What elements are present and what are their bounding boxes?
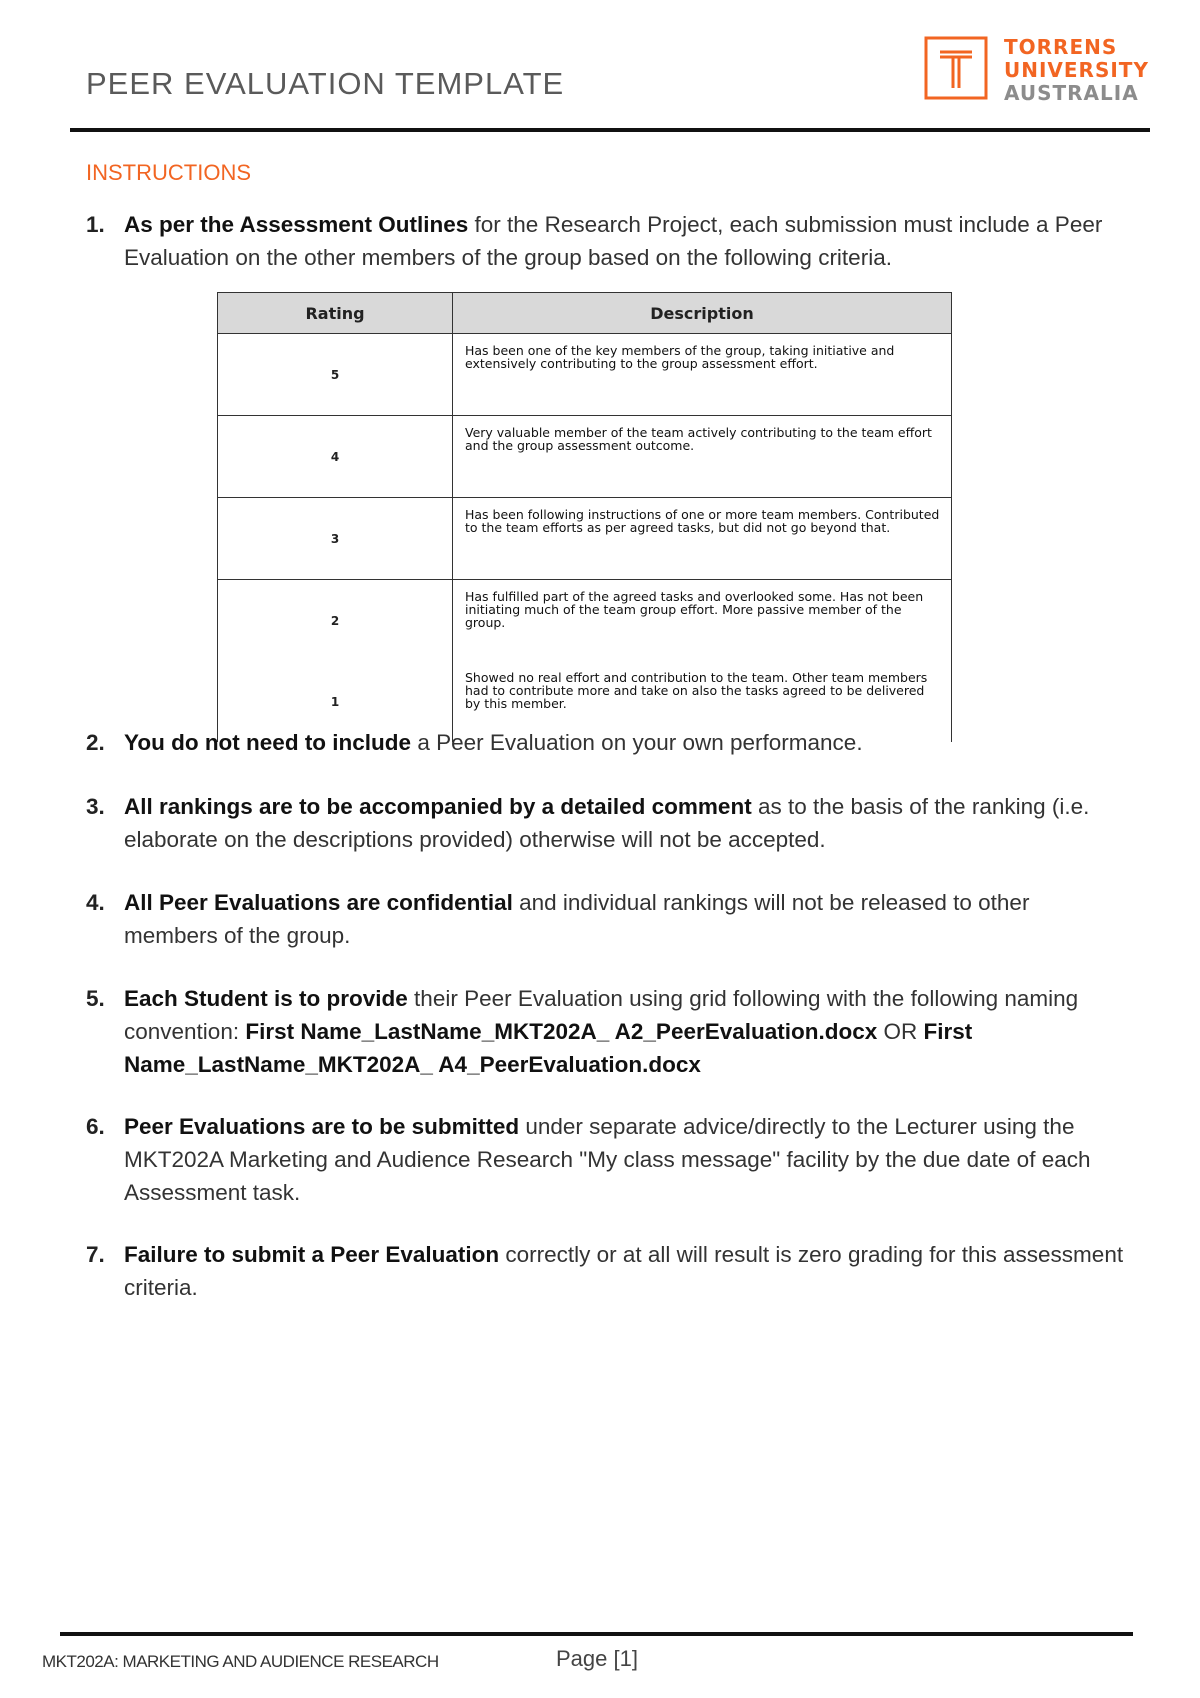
instruction-bold: All rankings are to be accompanied by a detailed comment: [124, 794, 752, 819]
instruction-bold: Peer Evaluations are to be submitted: [124, 1114, 520, 1139]
instruction-item-2: [86, 726, 1126, 759]
instruction-text: under separate advice/directly to the Lecturer using the MKT202A Marketing and Audience Research "My class message" facility by the due date of each Assessment task.: [124, 1114, 1091, 1205]
instruction-item-1: [86, 208, 1126, 274]
instruction-item-4: [86, 886, 1126, 952]
rating-description: Has fulfilled part of the agreed tasks and overlooked some. Has not been initiating much of the team group effort. More passive member of the group.: [453, 580, 952, 662]
instruction-item-7: [86, 1238, 1126, 1304]
instruction-text: for the Research Project, each submission must include a Peer Evaluation on the other members of the group based on the following criteria.: [124, 212, 1103, 270]
instruction-text: as to the basis of the ranking (i.e. elaborate on the descriptions provided) otherwise will not be accepted.: [124, 794, 1090, 852]
instruction-bold: Each Student is to provide: [124, 986, 408, 1011]
instruction-number: 2.: [86, 730, 105, 755]
rating-column-header: Rating: [218, 293, 453, 334]
instruction-number: 4.: [86, 890, 105, 915]
page-number: Page [1]: [556, 1646, 638, 1671]
instruction-text: and individual rankings will not be released to other members of the group.: [124, 890, 1030, 948]
table-row: [218, 498, 952, 580]
rating-table: [217, 292, 952, 742]
instruction-text: a Peer Evaluation on your own performance.: [411, 730, 863, 755]
instruction-text: their Peer Evaluation using grid following with the following naming convention:: [124, 986, 1079, 1044]
instructions-heading: INSTRUCTIONS: [86, 160, 251, 185]
document-title: PEER EVALUATION TEMPLATE: [86, 66, 565, 101]
instruction-number: 3.: [86, 794, 105, 819]
instruction-bold: As per the Assessment Outlines: [124, 212, 469, 237]
torrens-t-logo-icon: [924, 36, 988, 100]
logo-line-university: UNIVERSITY: [1004, 58, 1149, 82]
rating-description: Has been one of the key members of the group, taking initiative and extensively contributing to the group assessment effort.: [453, 334, 952, 416]
filename-a4: First Name_LastName_MKT202A_ A4_PeerEvaluation.docx: [124, 1019, 973, 1077]
footer-divider: [60, 1632, 1133, 1636]
logo-line-australia: AUSTRALIA: [1004, 81, 1139, 105]
rating-value: 3: [218, 498, 453, 580]
rating-value: 1: [218, 661, 453, 742]
header-divider: [70, 128, 1150, 132]
instruction-number: 1.: [86, 212, 105, 237]
instruction-bold: All Peer Evaluations are confidential: [124, 890, 513, 915]
torrens-university-logo: [924, 36, 1154, 106]
rating-value: 4: [218, 416, 453, 498]
table-row: [218, 334, 952, 416]
table-row: [218, 580, 952, 662]
filename-a2: First Name_LastName_MKT202A_ A2_PeerEvaluation.docx: [245, 1019, 878, 1044]
instruction-number: 5.: [86, 986, 105, 1011]
description-column-header: Description: [453, 293, 952, 334]
rating-value: 2: [218, 580, 453, 662]
instruction-number: 7.: [86, 1242, 105, 1267]
rating-description: Has been following instructions of one or more team members. Contributed to the team efforts as per agreed tasks, but did not go beyond that.: [453, 498, 952, 580]
rating-value: 5: [218, 334, 453, 416]
footer-course-name: MKT202A: MARKETING AND AUDIENCE RESEARCH: [42, 1652, 439, 1671]
instruction-text: correctly or at all will result is zero grading for this assessment criteria.: [124, 1242, 1124, 1300]
instruction-bold: You do not need to include: [124, 730, 412, 755]
logo-line-torrens: TORRENS: [1004, 35, 1118, 59]
instruction-number: 6.: [86, 1114, 105, 1139]
instruction-item-3: [86, 790, 1126, 856]
instruction-bold: Failure to submit a Peer Evaluation: [124, 1242, 500, 1267]
table-row: [218, 416, 952, 498]
rating-description: Showed no real effort and contribution to the team. Other team members had to contribute more and take on also the tasks agreed to be delivered by this member.: [453, 661, 952, 742]
instruction-item-5: [86, 982, 1126, 1081]
instruction-item-6: [86, 1110, 1126, 1209]
or-text: OR: [877, 1019, 924, 1044]
rating-description: Very valuable member of the team actively contributing to the team effort and the group assessment outcome.: [453, 416, 952, 498]
